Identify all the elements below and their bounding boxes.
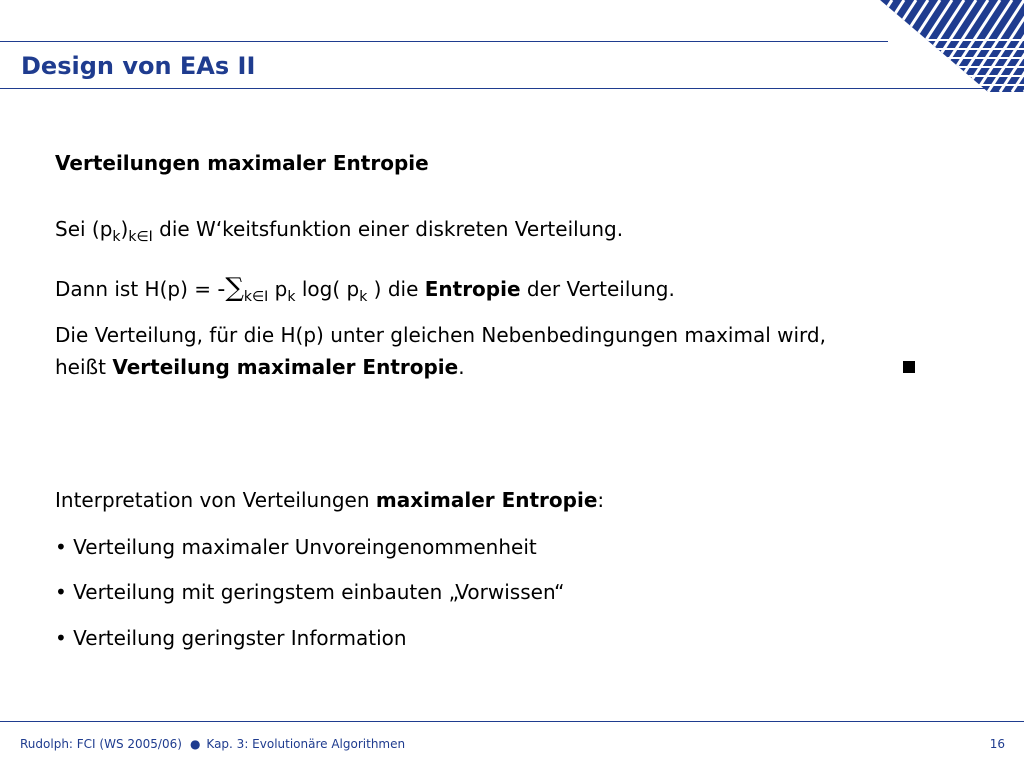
interpretation-intro: Interpretation von Verteilungen maximaler Entropie: (55, 488, 605, 512)
definition-heading: Verteilungen maximaler Entropie (55, 151, 429, 175)
header-bottom-rule (0, 88, 1024, 89)
footer-chapter: Kap. 3: Evolutionäre Algorithmen (206, 737, 406, 751)
definition-sentence-1: Sei $(p_k)_{k\in I}$ die W‘keitsfunktion einer diskreten Verteilung. (55, 217, 624, 245)
entropy-formula-line: Dann ist $H(p) = -\sum_{k\in I}$ $p_k$ log( $p_k$ ) die Entropie der Verteilung. (55, 273, 675, 305)
footer-info (20, 737, 405, 751)
definition-sentence-3-line2: heißt Verteilung maximaler Entropie. (55, 355, 465, 379)
defined-term: Verteilung maximaler Entropie (112, 355, 459, 379)
page-number: 16 (989, 737, 1005, 751)
university-logo (880, 0, 1024, 92)
footer-separator-icon: ● (189, 737, 201, 751)
definition-sentence-3-line1: Die Verteilung, für die H(p) unter gleichen Nebenbedingungen maximal wird, (55, 323, 826, 347)
slide-title: Design von EAs II (21, 52, 256, 80)
header-top-rule (0, 41, 888, 42)
summation-symbol: ∑ (225, 273, 244, 303)
interpretation-bullet: • Verteilung mit geringstem einbauten „Vorwissen“ (55, 580, 565, 604)
interpretation-bullet: • Verteilung maximaler Unvoreingenommenheit (55, 535, 537, 559)
footer-author: Rudolph: FCI (WS 2005/06) (20, 737, 182, 751)
footer-rule (0, 721, 1024, 722)
entropy-term: Entropie (424, 277, 521, 301)
end-of-definition-icon (903, 361, 915, 373)
interpretation-bullet: • Verteilung geringster Information (55, 626, 407, 650)
